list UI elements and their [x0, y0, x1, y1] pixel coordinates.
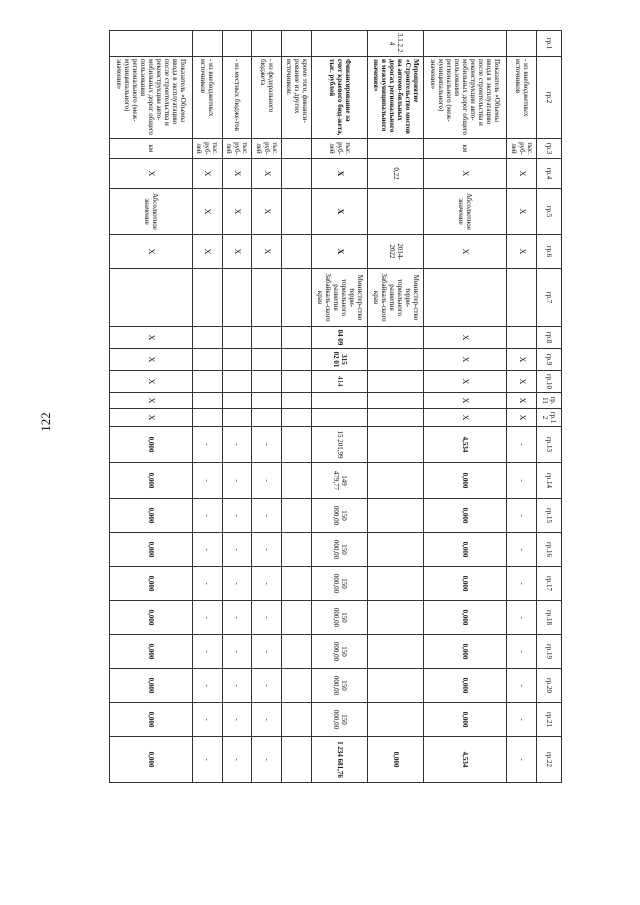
table-cell: X [424, 349, 507, 371]
column-header: гр.1 [537, 31, 562, 57]
table-cell: 0,000 [110, 567, 193, 601]
program-table [109, 30, 562, 783]
table-cell: X [110, 235, 193, 269]
table-cell: 315 02 01 [311, 349, 367, 371]
table-cell: - [507, 635, 537, 669]
table-row [507, 31, 537, 783]
table-cell [368, 327, 424, 349]
table-cell: тыс. руб-лей [311, 139, 367, 159]
table-cell [110, 269, 193, 327]
table-row [282, 31, 312, 783]
table-cell: кроме того, финанси-рование из других источников: [282, 57, 312, 139]
table-cell: тыс. руб-лей [252, 139, 282, 159]
table-cell [252, 371, 282, 393]
table-cell [282, 327, 312, 349]
table-cell: X [252, 159, 282, 189]
table-cell [368, 533, 424, 567]
column-header: гр.12 [537, 409, 562, 427]
table-cell: X [424, 235, 507, 269]
table-cell [368, 409, 424, 427]
table-cell [282, 393, 312, 409]
table-cell: X [192, 235, 222, 269]
table-cell [368, 703, 424, 737]
table-cell: тыс. руб-лей [192, 139, 222, 159]
table-cell: 149 479,77 [311, 463, 367, 499]
table-cell: 0,000 [368, 737, 424, 783]
table-cell [311, 393, 367, 409]
table-cell [252, 327, 282, 349]
table-cell: 0,000 [424, 601, 507, 635]
table-cell [192, 371, 222, 393]
table-cell: - [222, 567, 252, 601]
table-cell: Абсолютное значение [110, 189, 193, 235]
table-cell: X [507, 235, 537, 269]
table-row [110, 31, 193, 783]
table-cell: 150 000,00 [311, 669, 367, 703]
table-cell: - [192, 669, 222, 703]
table-cell [507, 327, 537, 349]
table-cell: X [424, 371, 507, 393]
table-cell: Показатель «Объемы ввода в эксплуатацию после строительства и реконструкции авто-мобильных дорог общего пользования регионального (меж-муниципального) значения» [110, 57, 193, 139]
table-row [311, 31, 367, 783]
table-cell: - из местных бюдже-тов [222, 57, 252, 139]
column-header: гр.6 [537, 235, 562, 269]
table-cell: Министер-ство терри-ториального развития Забайкаль-ского края [368, 269, 424, 327]
table-cell [282, 635, 312, 669]
table-cell: X [110, 409, 193, 427]
table-cell: X [507, 371, 537, 393]
table-cell [424, 31, 507, 57]
table-cell [222, 269, 252, 327]
table-cell [282, 601, 312, 635]
table-cell [282, 703, 312, 737]
table-cell: X [311, 235, 367, 269]
table-row [252, 31, 282, 783]
table-cell [222, 349, 252, 371]
table-cell: 0,000 [110, 669, 193, 703]
table-cell: - [222, 635, 252, 669]
table-cell [282, 409, 312, 427]
table-cell: X [424, 393, 507, 409]
table-cell: 150 000,00 [311, 567, 367, 601]
table-cell: - [507, 703, 537, 737]
table-cell [368, 349, 424, 371]
table-cell: - [507, 499, 537, 533]
table-cell: - [252, 427, 282, 463]
table-cell [282, 349, 312, 371]
table-cell: - [507, 737, 537, 783]
table-cell: - [192, 427, 222, 463]
table-cell: - [192, 463, 222, 499]
table-cell: Показатель «Объемы ввода в эксплуатацию после строительства и реконструкции авто-мобильных дорог общего пользования регионального (меж-муниципального) значения» [424, 57, 507, 139]
table-cell [368, 635, 424, 669]
column-header: гр.10 [537, 371, 562, 393]
column-header: гр.11 [537, 393, 562, 409]
table-cell: 0,22 [368, 159, 424, 189]
table-cell: 0,000 [424, 533, 507, 567]
table-cell: X [110, 327, 193, 349]
table-cell: - [192, 737, 222, 783]
table-cell: X [222, 235, 252, 269]
column-header: гр.18 [537, 601, 562, 635]
table-cell: км [110, 139, 193, 159]
column-header: гр.16 [537, 533, 562, 567]
table-cell: X [252, 189, 282, 235]
table-cell [311, 31, 367, 57]
table-cell: 0,000 [110, 601, 193, 635]
table-cell: - [507, 601, 537, 635]
table-cell: - [222, 601, 252, 635]
table-cell: - [252, 499, 282, 533]
table-cell [252, 409, 282, 427]
column-header: гр.22 [537, 737, 562, 783]
table-cell [222, 409, 252, 427]
table-cell [282, 669, 312, 703]
table-cell: 0,000 [424, 567, 507, 601]
table-cell: X [424, 327, 507, 349]
table-cell: тыс. руб-лей [222, 139, 252, 159]
table-cell: - [222, 703, 252, 737]
table-cell [192, 31, 222, 57]
table-cell: - из федерального бюджета [252, 57, 282, 139]
table-cell [192, 349, 222, 371]
table-cell: X [507, 393, 537, 409]
table-cell [282, 499, 312, 533]
table-cell [368, 139, 424, 159]
column-header: гр.2 [537, 57, 562, 139]
table-cell: Министер-ство терри-ториального развития Забайкаль-ского края [311, 269, 367, 327]
table-cell: 150 000,00 [311, 533, 367, 567]
table-cell [252, 349, 282, 371]
page-number: 122 [37, 412, 53, 432]
table-cell [507, 269, 537, 327]
table-cell: X [424, 159, 507, 189]
column-header: гр.9 [537, 349, 562, 371]
table-cell [192, 269, 222, 327]
table-cell: - [507, 533, 537, 567]
table-cell: - [252, 463, 282, 499]
table-cell: 0,000 [424, 635, 507, 669]
table-row [222, 31, 252, 783]
table-cell: - [252, 635, 282, 669]
table-cell [368, 371, 424, 393]
table-cell [282, 269, 312, 327]
table-cell [368, 499, 424, 533]
column-header: гр.5 [537, 189, 562, 235]
table-cell [252, 393, 282, 409]
table-cell: - [222, 463, 252, 499]
table-row [192, 31, 222, 783]
table-cell [222, 393, 252, 409]
table-cell: - [192, 533, 222, 567]
table-cell: - [222, 737, 252, 783]
table-cell [252, 31, 282, 57]
table-cell: 2014-2022 [368, 235, 424, 269]
table-cell: - [507, 567, 537, 601]
table-cell [282, 235, 312, 269]
table-cell: тыс. руб-лей [507, 139, 537, 159]
table-cell: 3.1.2.2.4 [368, 31, 424, 57]
table-cell: 0,000 [110, 533, 193, 567]
table-cell: 0,000 [424, 463, 507, 499]
column-header: гр.20 [537, 669, 562, 703]
table-cell: 0,000 [424, 669, 507, 703]
table-cell: - [507, 463, 537, 499]
table-cell: X [507, 349, 537, 371]
table-cell: 150 000,00 [311, 601, 367, 635]
table-cell: X [311, 189, 367, 235]
table-cell: X [222, 189, 252, 235]
table-cell: 0,000 [424, 499, 507, 533]
table-cell: - [222, 499, 252, 533]
table-cell: 4,534 [424, 737, 507, 783]
table-cell [282, 139, 312, 159]
table-row [424, 31, 507, 783]
table-cell: Абсолютное значение [424, 189, 507, 235]
table-cell: X [110, 393, 193, 409]
table-cell [282, 371, 312, 393]
table-cell: 150 000,00 [311, 499, 367, 533]
table-cell: Финансирование за счет краевого бюд-жета, тыс. рублей [311, 57, 367, 139]
table-cell: - [192, 499, 222, 533]
table-cell: - [192, 567, 222, 601]
table-cell: X [110, 349, 193, 371]
table-cell: X [424, 409, 507, 427]
table-cell: 0,000 [110, 635, 193, 669]
table-cell: 414 [311, 371, 367, 393]
table-cell [192, 409, 222, 427]
column-header: гр.7 [537, 269, 562, 327]
table-cell [282, 463, 312, 499]
table-cell: - из внебюджетных источников [507, 57, 537, 139]
table-cell: - [252, 669, 282, 703]
table-cell: 0,000 [110, 427, 193, 463]
table-cell [507, 31, 537, 57]
table-cell [222, 31, 252, 57]
table-cell: 15 201,99 [311, 427, 367, 463]
table-cell [252, 269, 282, 327]
table-cell [222, 327, 252, 349]
table-cell: - [222, 669, 252, 703]
table-cell: 150 000,00 [311, 703, 367, 737]
table-cell: - [192, 703, 222, 737]
table-cell [282, 159, 312, 189]
column-header: гр.8 [537, 327, 562, 349]
table-cell: X [507, 189, 537, 235]
table-cell: 4,534 [424, 427, 507, 463]
table-cell: 0,000 [110, 737, 193, 783]
table-body [110, 31, 537, 783]
table-cell [368, 189, 424, 235]
table-cell: X [507, 409, 537, 427]
table-cell: - [252, 737, 282, 783]
table-cell: 04 09 [311, 327, 367, 349]
table-cell: X [110, 159, 193, 189]
table-cell: X [252, 235, 282, 269]
column-header: гр.3 [537, 139, 562, 159]
table-cell: 0,000 [424, 703, 507, 737]
table-cell: - [252, 703, 282, 737]
table-cell: - [252, 567, 282, 601]
table-cell [424, 269, 507, 327]
table-row [368, 31, 424, 783]
table-cell: - [192, 635, 222, 669]
column-header: гр.17 [537, 567, 562, 601]
table-cell: X [192, 189, 222, 235]
table-cell: - из внебюджетных источников [192, 57, 222, 139]
column-header: гр.15 [537, 499, 562, 533]
table-cell: 0,000 [110, 499, 193, 533]
table-cell [282, 427, 312, 463]
table-cell: X [192, 159, 222, 189]
table-cell: - [507, 669, 537, 703]
table-cell [368, 463, 424, 499]
table-cell [368, 669, 424, 703]
table-cell [368, 427, 424, 463]
table-cell: 150 000,00 [311, 635, 367, 669]
table-cell [282, 189, 312, 235]
table-cell [311, 409, 367, 427]
table-container [109, 30, 562, 782]
table-cell: 1 234 681,76 [311, 737, 367, 783]
table-cell: Мероприятие «Строительство мостов на автомо-бильных дорогах регионального и межмуниципального значения» [368, 57, 424, 139]
column-header: гр.21 [537, 703, 562, 737]
table-cell [368, 567, 424, 601]
column-header: гр.4 [537, 159, 562, 189]
table-cell: - [222, 533, 252, 567]
table-cell: - [507, 427, 537, 463]
column-header: гр.13 [537, 427, 562, 463]
table-cell: км [424, 139, 507, 159]
table-cell [192, 393, 222, 409]
table-cell [282, 567, 312, 601]
table-cell: X [222, 159, 252, 189]
table-cell: - [252, 601, 282, 635]
column-header: гр.14 [537, 463, 562, 499]
column-header: гр.19 [537, 635, 562, 669]
table-cell: 0,000 [110, 463, 193, 499]
table-cell: X [311, 159, 367, 189]
table-cell: 0,000 [110, 703, 193, 737]
table-cell [368, 601, 424, 635]
header-row [537, 31, 562, 783]
table-cell [368, 393, 424, 409]
table-cell [282, 533, 312, 567]
table-cell [110, 31, 193, 57]
table-cell [282, 737, 312, 783]
table-cell: - [192, 601, 222, 635]
table-cell [192, 327, 222, 349]
table-cell: - [252, 533, 282, 567]
table-cell: X [507, 159, 537, 189]
table-cell [282, 31, 312, 57]
table-cell: X [110, 371, 193, 393]
table-cell [222, 371, 252, 393]
table-cell: - [222, 427, 252, 463]
